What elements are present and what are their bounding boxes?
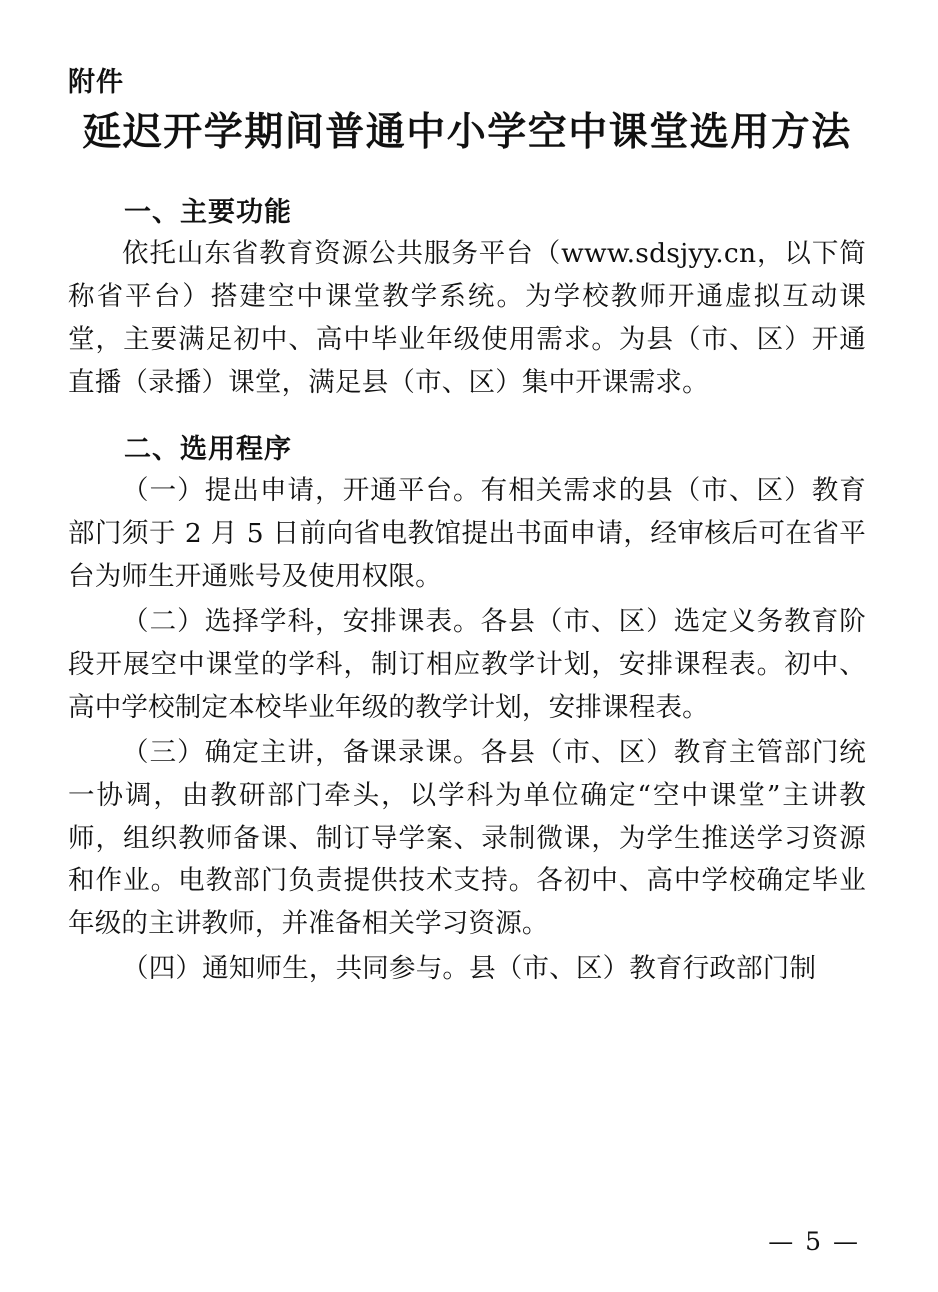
section-heading-selection-procedure: 二、选用程序 [124,434,292,466]
attachment-label: 附件 [68,67,124,98]
paragraph-procedure-4: （四）通知师生，共同参与。县（市、区）教育行政部门制 [122,953,817,985]
section-heading-main-functions: 一、主要功能 [124,197,292,229]
section-selection-procedure [68,427,866,991]
paragraph-procedure-1: （一）提出申请，开通平台。有相关需求的县（市、区）教育部门须于 2 月 5 日前向省电教馆提出书面申请，经审核后可在省平台为师生开通账号及使用权限。 [68,475,866,592]
page-title: 延迟开学期间普通中小学空中课堂选用方法 [82,108,852,155]
paragraph-main-functions-1: 依托山东省教育资源公共服务平台（www.sdsjyy.cn，以下简称省平台）搭建空中课堂教学系统。为学校教师开通虚拟互动课堂，主要满足初中、高中毕业年级使用需求。为县（市、区）开通直播（录播）课堂，满足县（市、区）集中开课需求。 [68,238,866,399]
paragraph-procedure-3: （三）确定主讲，备课录课。各县（市、区）教育主管部门统一协调，由教研部门牵头，以学科为单位确定“空中课堂”主讲教师，组织教师备课、制订导学案、录制微课，为学生推送学习资源和作业。电教部门负责提供技术支持。各初中、高中学校确定毕业年级的主讲教师，并准备相关学习资源。 [68,736,866,940]
section-main-functions [68,190,866,405]
page-number: — 5 — [768,1227,860,1256]
paragraph-procedure-2: （二）选择学科，安排课表。各县（市、区）选定义务教育阶段开展空中课堂的学科，制订相应教学计划，安排课程表。初中、高中学校制定本校毕业年级的教学计划，安排课程表。 [68,605,866,723]
